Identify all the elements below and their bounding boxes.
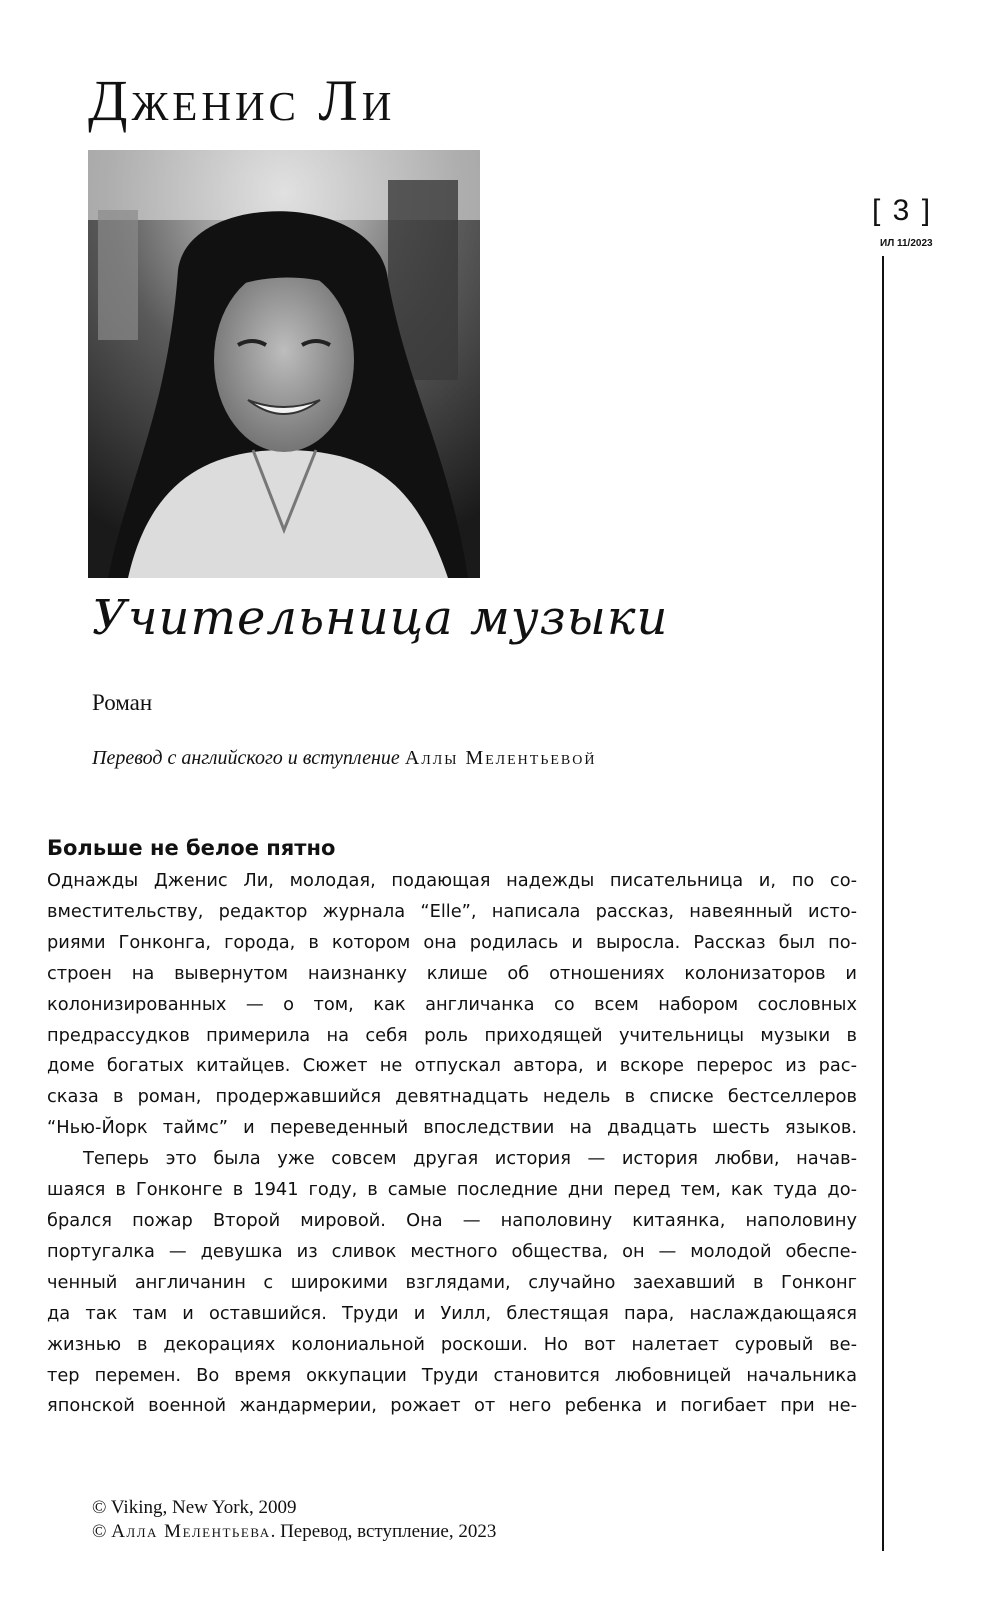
body-line: риями Гонконга, города, в котором она родилась и выросла. Рассказ был по-: [47, 931, 857, 953]
issue-label: ИЛ 11/2023: [880, 238, 933, 249]
work-genre: Роман: [92, 690, 153, 715]
body-line: брался пожар Второй мировой. Она — наполовину китаянка, наполовину: [47, 1209, 857, 1231]
body-line: сказа в роман, продержавшийся девятнадцать недель в списке бестселлеров: [47, 1086, 857, 1108]
copyright-original: © Viking, New York, 2009: [92, 1497, 297, 1518]
body-line: тер перемен. Во время оккупации Труди становится любовницей начальника: [47, 1364, 857, 1386]
portrait-image: [88, 150, 480, 578]
author-portrait-photo: [88, 150, 480, 578]
article-heading: Больше не белое пятно: [47, 836, 336, 860]
copyright-block: [92, 1496, 496, 1544]
body-line: Однажды Дженис Ли, молодая, подающая надежды писательница и, по со-: [47, 870, 857, 891]
body-line: строен на вывернутом наизнанку клише об отношениях колонизаторов и: [47, 962, 857, 984]
page-number: [ 3 ]: [872, 194, 933, 227]
body-line: колонизированных — о том, как англичанка со всем набором сословных: [47, 993, 857, 1015]
copyright-translator: Алла Мелентьева: [111, 1521, 271, 1542]
body-line: Теперь это была уже совсем другая история — история любви, начав-: [83, 1148, 857, 1170]
body-line: вместительству, редактор журнала “Elle”, написала рассказ, навеянный исто-: [47, 900, 857, 922]
margin-rule: [882, 256, 884, 1551]
body-line: доме богатых китайцев. Сюжет не отпускал автора, и вскоре перерос из рас-: [47, 1055, 857, 1077]
body-line: да так там и оставшийся. Труди и Уилл, блестящая пара, наслаждающаяся: [47, 1302, 857, 1324]
translation-credit: [92, 747, 596, 770]
work-title: Учительница музыки: [92, 590, 669, 646]
body-line: шаяся в Гонконге в 1941 году, в самые последние дни перед тем, как туда до-: [47, 1179, 857, 1201]
body-line: ченный англичанин с широкими взглядами, случайно заехавший в Гонконг: [47, 1271, 857, 1293]
body-line: японской военной жандармерии, рожает от него ребенка и погибает при не-: [47, 1395, 857, 1417]
credit-prefix: Перевод с английского и вступление: [92, 747, 400, 769]
copyright-suffix: . Перевод, вступление, 2023: [270, 1521, 497, 1542]
author-name: Дженис Ли: [88, 68, 396, 133]
copyright-translation: [92, 1520, 496, 1544]
body-line: “Нью-Йорк таймс” и переведенный впоследствии на двадцать шесть языков.: [47, 1117, 857, 1139]
copyright-symbol: ©: [92, 1521, 112, 1542]
body-line: португалка — девушка из сливок местного общества, он — молодой обеспе-: [47, 1240, 857, 1262]
body-line: жизнью в декорациях колониальной роскоши. Но вот налетает суровый ве-: [47, 1333, 857, 1355]
body-line: предрассудков примерила на себя роль приходящей учительницы музыки в: [47, 1024, 857, 1046]
article-body: [47, 866, 857, 1422]
translator-name: Аллы Мелентьевой: [404, 747, 597, 769]
